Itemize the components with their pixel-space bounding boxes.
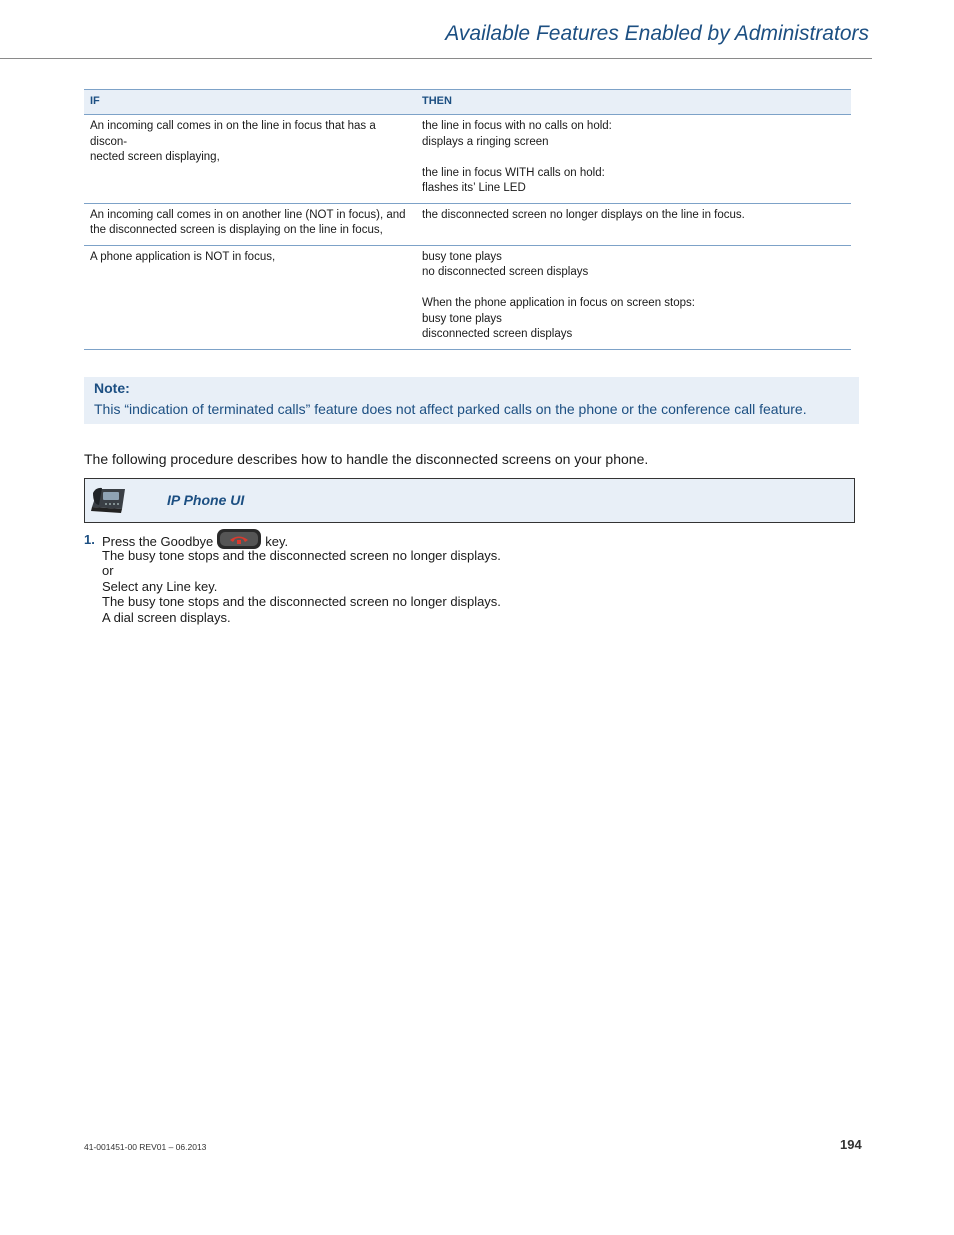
page-header-title: Available Features Enabled by Administrators (445, 22, 869, 45)
cell-line: flashes its’ Line LED (422, 182, 526, 194)
footer-page-number: 194 (840, 1137, 862, 1152)
if-cell (84, 245, 416, 349)
cell-line: An incoming call comes in on the line in focus that has a discon- (90, 120, 376, 148)
cell-line: no disconnected screen displays (422, 266, 589, 278)
cell-line: the line in focus with no calls on hold: (422, 120, 612, 132)
if-cell (84, 203, 416, 245)
table-row (84, 245, 851, 349)
cell-line: displays a ringing screen (422, 135, 549, 148)
then-cell (416, 245, 851, 349)
table-row (84, 203, 851, 245)
cell-line: A phone application is NOT in focus, (90, 250, 276, 263)
ip-phone-ui-banner (84, 478, 855, 523)
table-row (84, 115, 851, 204)
cell-spacer (422, 281, 845, 297)
cell-line: the disconnected screen no longer displays on the line in focus. (422, 208, 745, 221)
header-divider (0, 58, 872, 59)
ip-phone-ui-label: IP Phone UI (167, 492, 245, 508)
step-line: or (102, 563, 114, 579)
step-number: 1. (84, 532, 95, 547)
cell-spacer (422, 150, 845, 166)
step-body (102, 532, 501, 626)
then-cell (416, 115, 851, 204)
note-body: This “indication of terminated calls” feature does not affect parked calls on the phone or the conference call feature. (94, 401, 807, 417)
step-line: The busy tone stops and the disconnected screen no longer displays. (102, 594, 501, 610)
step-line: A dial screen displays. (102, 609, 231, 625)
cell-line: disconnected screen displays (422, 328, 573, 340)
ip-phone-icon (89, 485, 127, 520)
cell-line: When the phone application in focus on screen stops: (422, 297, 695, 309)
step-line: Select any Line key. (102, 578, 218, 594)
cell-line: the line in focus WITH calls on hold: (422, 166, 605, 179)
step-text-after-key: key. (265, 534, 289, 550)
if-column-header: IF (84, 90, 416, 115)
step-line (102, 532, 501, 548)
then-column-header: THEN (416, 90, 851, 115)
footer-document-id: 41-001451-00 REV01 – 06.2013 (84, 1142, 207, 1152)
if-then-table (84, 89, 851, 350)
cell-line: busy tone plays (422, 312, 502, 325)
cell-line: An incoming call comes in on another line (NOT in focus), and (90, 208, 406, 221)
note-title: Note: (94, 380, 130, 396)
procedure-intro: The following procedure describes how to handle the disconnected screens on your phone. (84, 451, 649, 467)
then-cell (416, 203, 851, 245)
step-text-before-key: Press the Goodbye (102, 534, 214, 550)
if-cell (84, 115, 416, 204)
step-line: The busy tone stops and the disconnected screen no longer displays. (102, 547, 501, 563)
cell-line: busy tone plays (422, 250, 502, 263)
cell-line: nected screen displaying, (90, 151, 220, 163)
cell-line: the disconnected screen is displaying on the line in focus, (90, 224, 383, 236)
note-box (84, 377, 859, 424)
